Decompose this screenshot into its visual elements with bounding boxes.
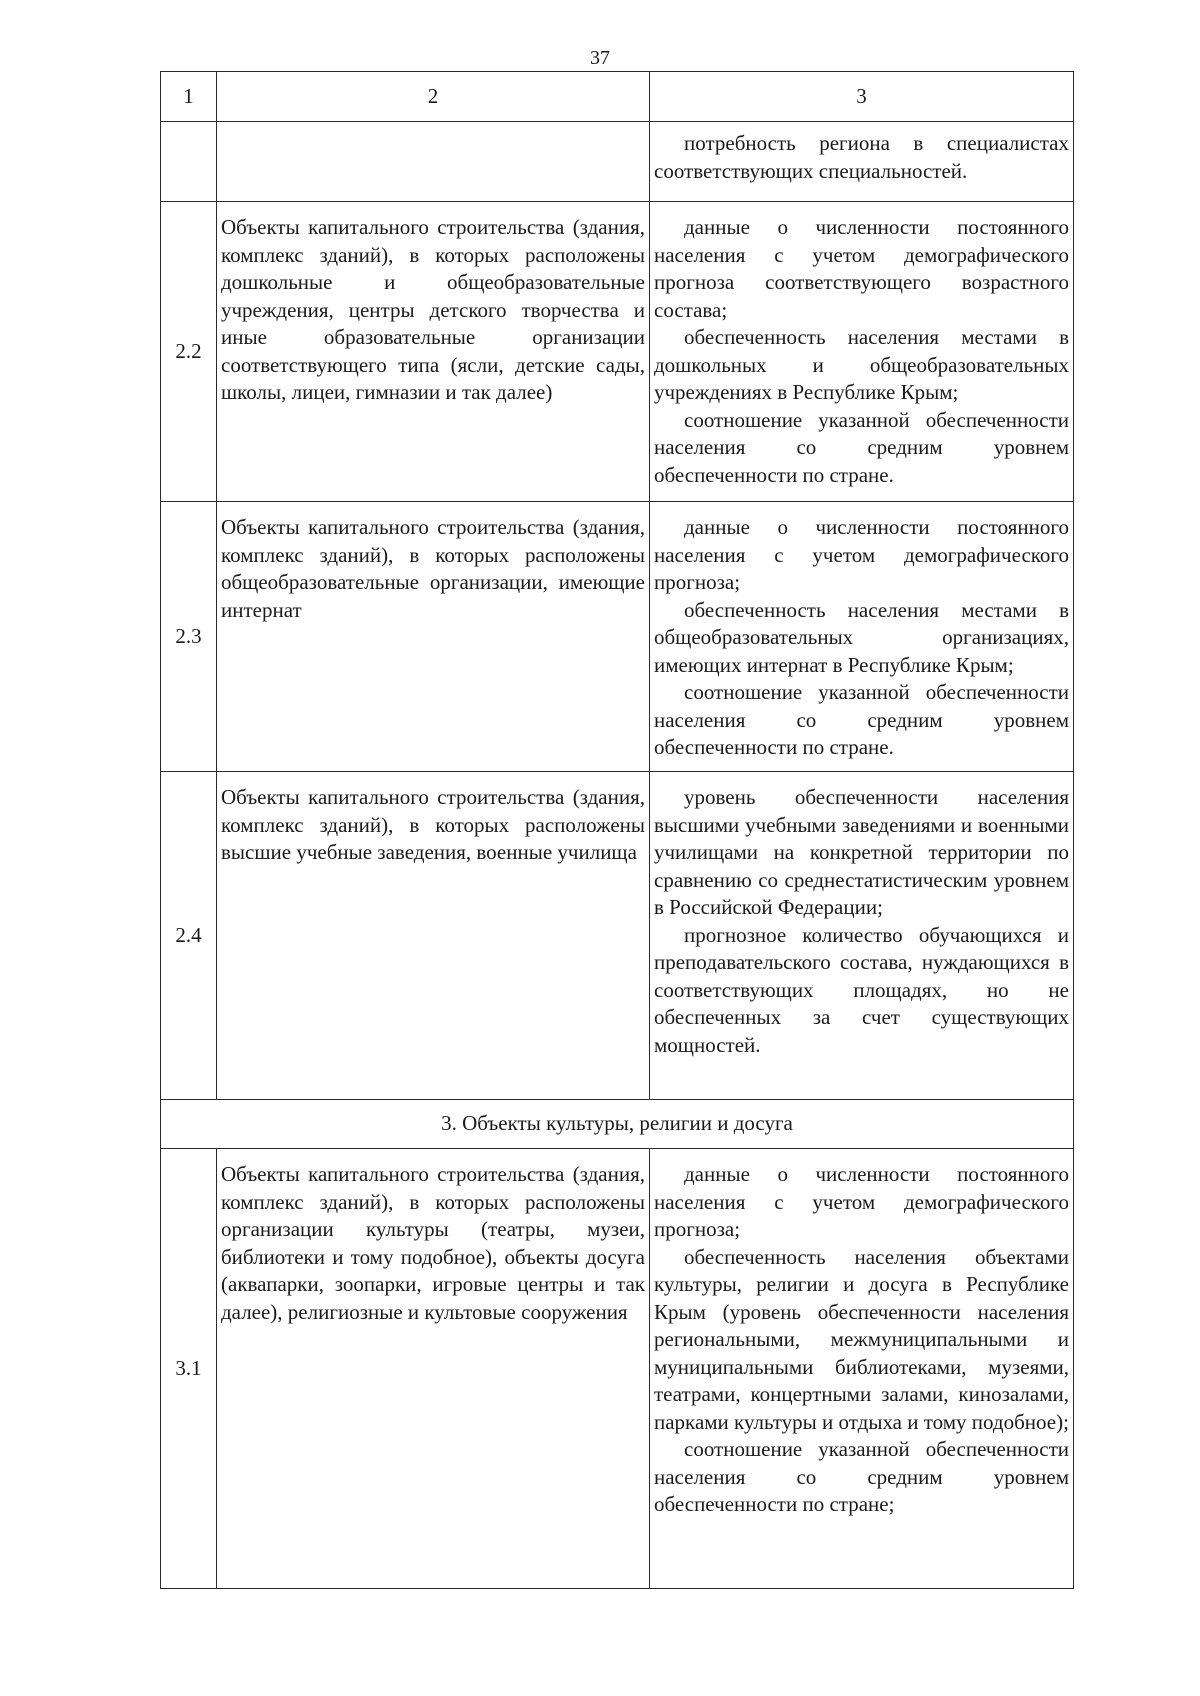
table-header-row xyxy=(161,72,1074,122)
criteria-paragraph: данные о численности постоянного населения с учетом демографического прогноза; xyxy=(654,515,1069,594)
criteria-cell xyxy=(650,502,1074,772)
criteria-cell xyxy=(650,122,1074,202)
criteria-paragraph: обеспеченность населения местами в общеобразовательных организациях, имеющих интернат в Республике Крым; xyxy=(654,597,1069,677)
object-cell xyxy=(217,202,650,502)
criteria-paragraph: потребность региона в специалистах соответствующих специальностей. xyxy=(654,131,1069,183)
criteria-paragraph: соотношение указанной обеспеченности населения со средним уровнем обеспеченности по стране; xyxy=(654,1437,1069,1516)
object-cell xyxy=(217,1149,650,1589)
header-col-2: 2 xyxy=(217,72,650,122)
object-cell xyxy=(217,122,650,202)
criteria-paragraph: обеспеченность населения местами в дошкольных и общеобразовательных учреждениях в Республике Крым; xyxy=(654,325,1069,404)
criteria-paragraph: обеспеченность населения объектами культуры, религии и досуга в Республике Крым (уровень обеспеченности населения региональными, межмуниципальными и муниципальными библиотеками, музеями, театрами, концертными залами, кинозалами, парками культуры и отдыха и тому подобное); xyxy=(654,1244,1069,1434)
table-row xyxy=(161,122,1074,202)
object-cell xyxy=(217,502,650,772)
row-number: 2.4 xyxy=(161,772,217,1100)
criteria-cell xyxy=(650,202,1074,502)
section-title: 3. Объекты культуры, религии и досуга xyxy=(161,1100,1074,1149)
object-description: Объекты капитального строительства (здания, комплекс зданий), в которых расположены организации культуры (театры, музеи, библиотеки и тому подобное), объекты досуга (аквапарки, зоопарки, игровые центры и так далее), религиозные и культовые сооружения xyxy=(221,1162,645,1324)
row-number: 3.1 xyxy=(161,1149,217,1589)
criteria-paragraph: данные о численности постоянного населения с учетом демографического прогноза; xyxy=(654,1162,1069,1241)
criteria-paragraph: соотношение указанной обеспеченности населения со средним уровнем обеспеченности по стране. xyxy=(654,407,1069,487)
criteria-table xyxy=(160,71,1074,1589)
row-number: 2.2 xyxy=(161,202,217,502)
criteria-paragraph: данные о численности постоянного населения с учетом демографического прогноза соответствующего возрастного состава; xyxy=(654,215,1069,322)
header-col-1: 1 xyxy=(161,72,217,122)
object-cell xyxy=(217,772,650,1100)
object-description: Объекты капитального строительства (здания, комплекс зданий), в которых расположены общеобразовательные организации, имеющие интернат xyxy=(221,515,645,622)
table-row xyxy=(161,502,1074,772)
object-description: Объекты капитального строительства (здания, комплекс зданий), в которых расположены дошкольные и общеобразовательные учреждения, центры детского творчества и иные образовательные организации соответствующего типа (ясли, детские сады, школы, лицеи, гимназии и так далее) xyxy=(221,215,645,404)
table-row xyxy=(161,1149,1074,1589)
row-number: 2.3 xyxy=(161,502,217,772)
criteria-cell xyxy=(650,1149,1074,1589)
table-row xyxy=(161,202,1074,502)
table-row xyxy=(161,772,1074,1100)
section-header-row xyxy=(161,1100,1074,1149)
criteria-paragraph: соотношение указанной обеспеченности населения со средним уровнем обеспеченности по стране. xyxy=(654,680,1069,759)
row-number xyxy=(161,122,217,202)
criteria-paragraph: прогнозное количество обучающихся и преподавательского состава, нуждающихся в соответствующих площадях, но не обеспеченных за счет существующих мощностей. xyxy=(654,922,1069,1057)
criteria-paragraph: уровень обеспеченности населения высшими учебными заведениями и военными училищами на конкретной территории по сравнению со среднестатистическим уровнем в Российской Федерации; xyxy=(654,785,1069,919)
header-col-3: 3 xyxy=(650,72,1074,122)
object-description: Объекты капитального строительства (здания, комплекс зданий), в которых расположены высшие учебные заведения, военные училища xyxy=(221,785,645,864)
criteria-cell xyxy=(650,772,1074,1100)
page-number: 37 xyxy=(590,47,610,69)
